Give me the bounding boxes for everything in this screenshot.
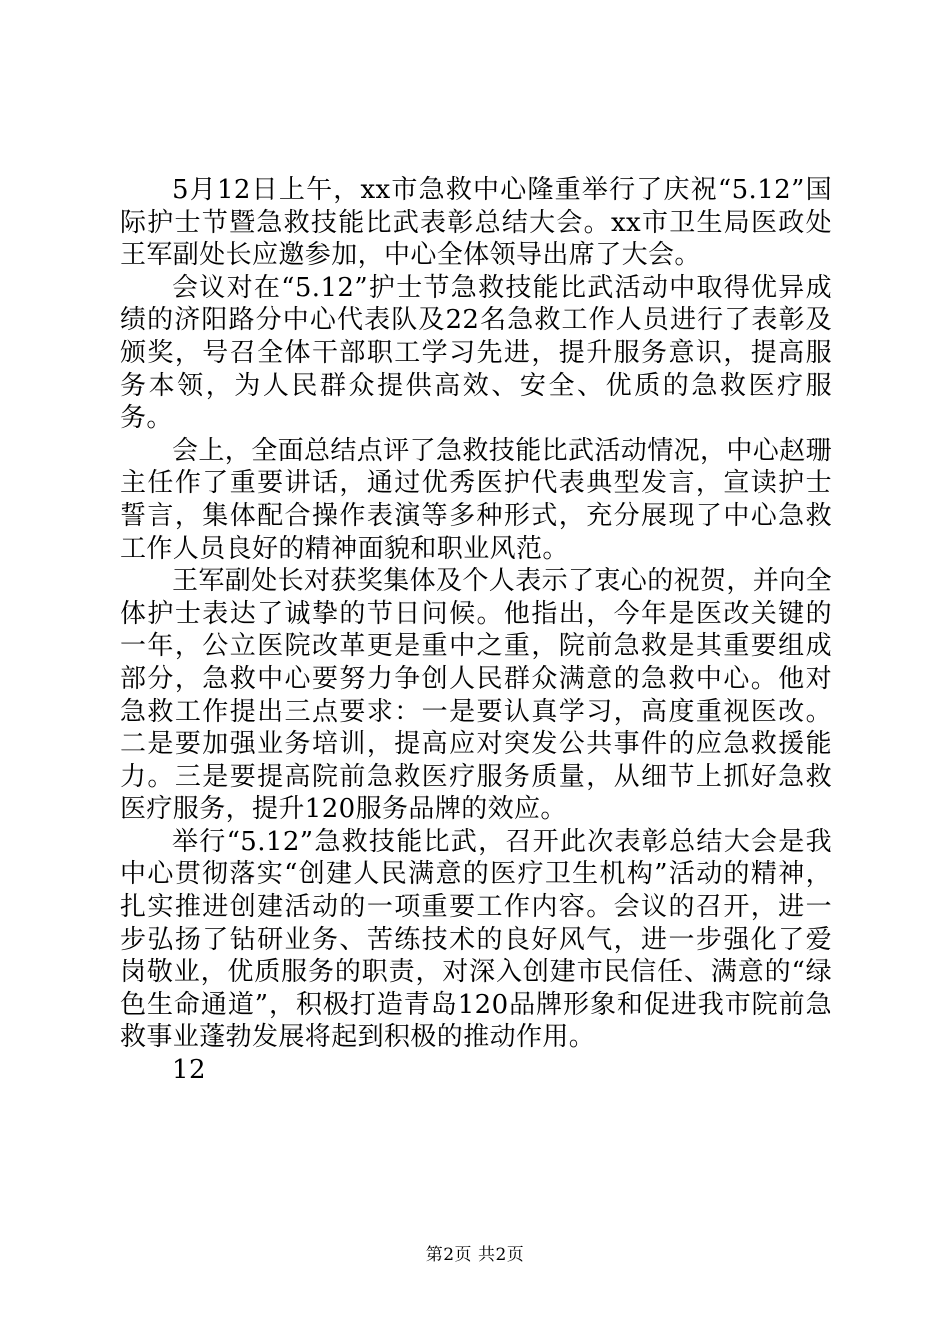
paragraph-4: 王军副处长对获奖集体及个人表示了衷心的祝贺，并向全体护士表达了诚挚的节日问候。他指出，今年是医改关键的一年，公立医院改革更是重中之重，院前急救是其重要组成部分，急救中心要努力争创人民群众满意的急救中心。他对急救工作提出三点要求：一是要认真学习，高度重视医改。二是要加强业务培训，提高应对突发公共事件的应急救援能力。三是要提高院前急救医疗服务质量，从细节上抓好急救医疗服务，提升120服务品牌的效应。 <box>120 566 833 825</box>
page-footer: 第2页 共2页 <box>425 1245 525 1265</box>
paragraph-6: 12 <box>172 1055 206 1086</box>
paragraph-1: 5月12日上午，xx市急救中心隆重举行了庆祝“5.12”国际护士节暨急救技能比武表彰总结大会。xx市卫生局医政处王军副处长应邀参加，中心全体领导出席了大会。 <box>120 175 832 271</box>
paragraph-5: 举行“5.12”急救技能比武，召开此次表彰总结大会是我中心贯彻落实“创建人民满意的医疗卫生机构”活动的精神，扎实推进创建活动的一项重要工作内容。会议的召开，进一步弘扬了钻研业务、苦练技术的良好风气，进一步强化了爱岗敬业，优质服务的职责，对深入创建市民信任、满意的“绿色生命通道”，积极打造青岛120品牌形象和促进我市院前急救事业蓬勃发展将起到积极的推动作用。 <box>120 826 832 1053</box>
paragraph-3: 会上，全面总结点评了急救技能比武活动情况，中心赵珊主任作了重要讲话，通过优秀医护代表典型发言，宣读护士誓言，集体配合操作表演等多种形式，充分展现了中心急救工作人员良好的精神面貌和职业风范。 <box>120 435 833 564</box>
document-body <box>120 174 832 1087</box>
paragraph-2: 会议对在“5.12”护士节急救技能比武活动中取得优异成绩的济阳路分中心代表队及22名急救工作人员进行了表彰及颁奖，号召全体干部职工学习先进，提升服务意识，提高服务本领，为人民群众提供高效、安全、优质的急救医疗服务。 <box>120 272 832 434</box>
